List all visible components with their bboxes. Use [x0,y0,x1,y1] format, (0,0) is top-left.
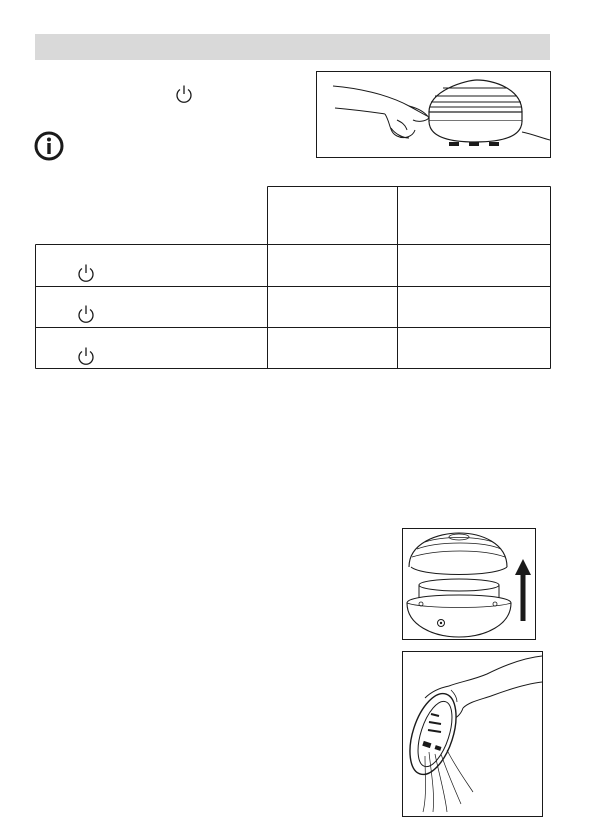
section-header-bar [35,34,550,60]
drain-water-illustration [402,651,543,817]
info-icon [34,131,64,161]
table-row [35,328,550,368]
power-icon [175,84,193,104]
arrow-up-icon [515,559,531,621]
remove-cover-illustration [402,528,536,640]
table-row [35,245,550,286]
table-row [35,287,550,327]
mode-table [35,186,550,368]
diffuser-touch-illustration [316,71,551,158]
